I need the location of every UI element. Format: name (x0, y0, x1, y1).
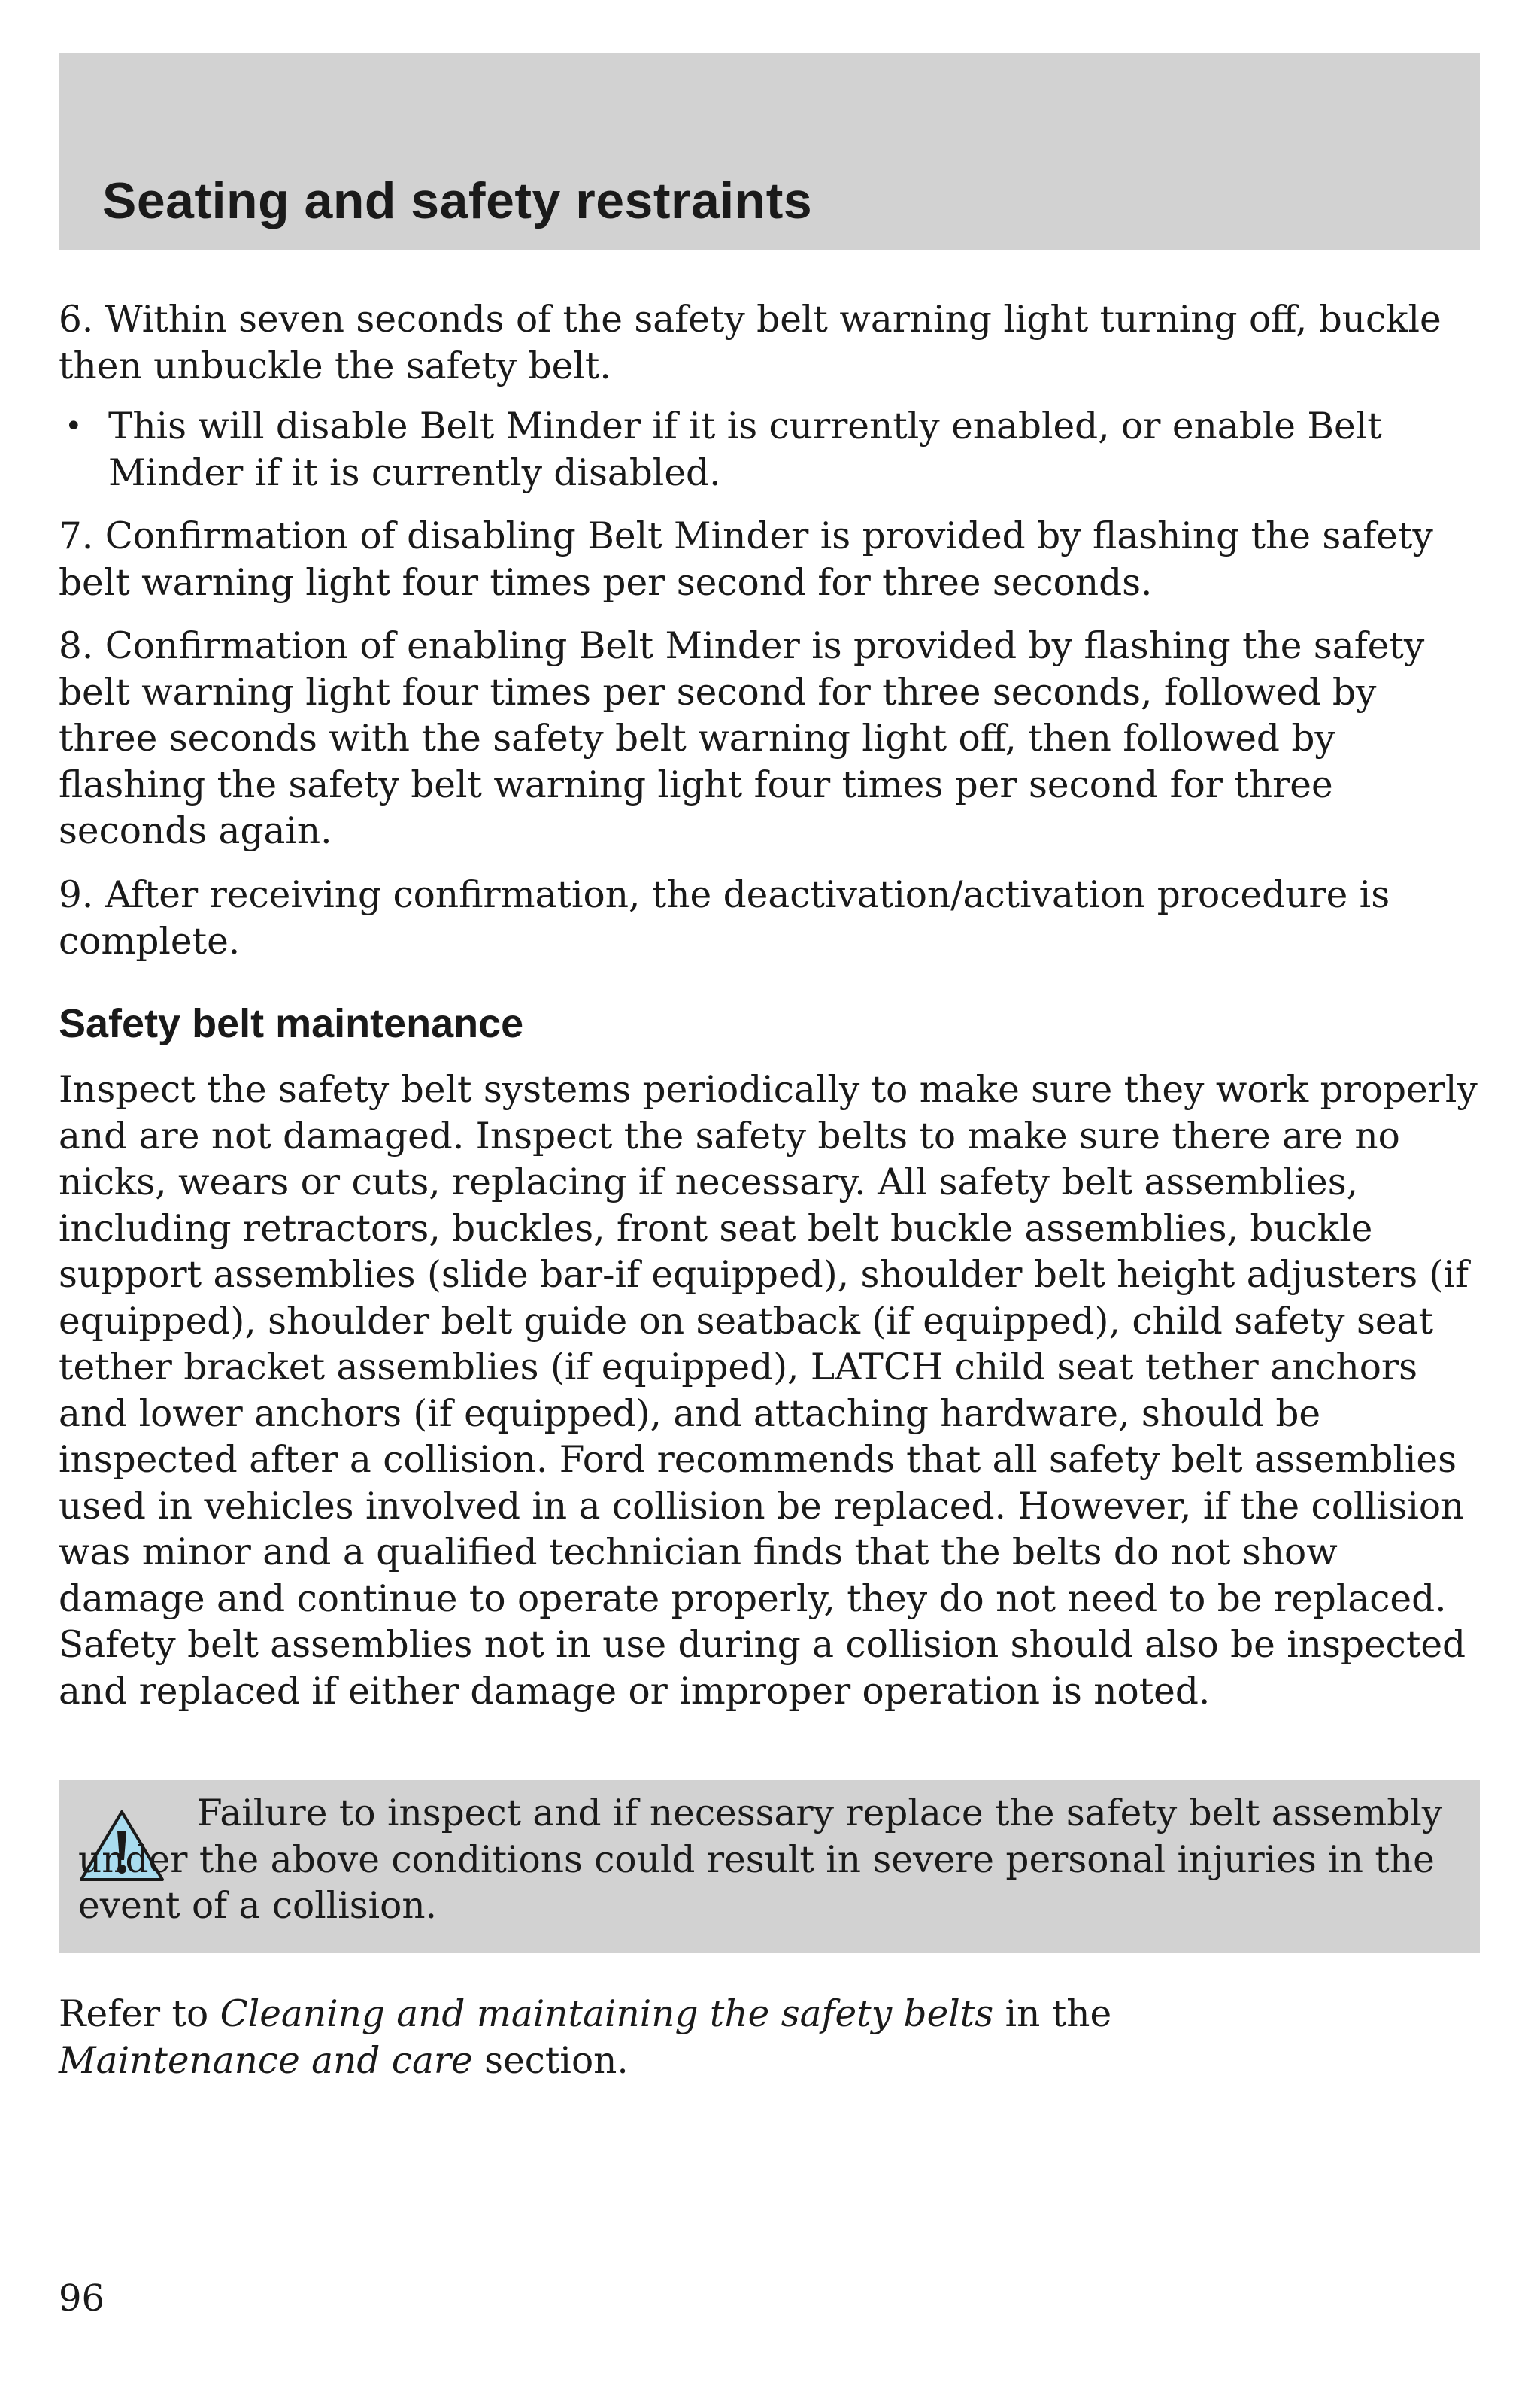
step-7 (59, 514, 1484, 606)
maintenance-body (59, 1067, 1484, 1715)
refer-link-cleaning[interactable]: Cleaning and maintaining the safety belts (220, 1993, 994, 2035)
bullet-dot-icon: • (65, 409, 83, 444)
section-header-bar (59, 53, 1480, 250)
step-6-bullet-text: This will disable Belt Minder if it is currently enabled, or enable Belt Minder if it is currently disabled. (108, 405, 1382, 494)
refer-prefix: Refer to (59, 1993, 220, 2035)
step-6 (59, 297, 1484, 390)
maintenance-heading: Safety belt maintenance (59, 1001, 524, 1046)
page-number: 96 (59, 2277, 105, 2320)
step-9 (59, 872, 1484, 965)
step-8 (59, 624, 1484, 855)
step-9-text: 9. After receiving confirmation, the deactivation/activation procedure is complete. (59, 874, 1390, 963)
refer-suffix: section. (472, 2039, 629, 2082)
warning-text: Failure to inspect and if necessary replace the safety belt assembly under the above conditions could result in severe personal injuries in the event of a collision. (78, 1792, 1443, 1927)
step-6-text: 6. Within seven seconds of the safety belt warning light turning off, buckle then unbuckle the safety belt. (59, 299, 1441, 387)
warning-box (59, 1780, 1480, 1953)
step-6-bullet (59, 404, 1484, 497)
step-7-text: 7. Confirmation of disabling Belt Minder is provided by flashing the safety belt warning light four times per second for three seconds. (59, 515, 1433, 604)
refer-link-maintenance[interactable]: Maintenance and care (59, 2039, 473, 2082)
refer-note (59, 1992, 1484, 2084)
maintenance-paragraph: Inspect the safety belt systems periodically to make sure they work properly and are not damaged. Inspect the safety belts to make sure there are no nicks, wears or cuts, replacing if necessary. All safety belt assemblies, including retractors, buckles, front seat belt buckle assemblies, buckle support assemblies (slide bar-if equipped), shoulder belt height adjusters (if equipped), shoulder belt guide on seatback (if equipped), child safety seat tether bracket assemblies (if equipped), LATCH child seat tether anchors and lower anchors (if equipped), and attaching hardware, should be inspected after a collision. Ford recommends that all safety belt assemblies used in vehicles involved in a collision be replaced. However, if the collision was minor and a qualified technician finds that the belts do not show damage and continue to operate properly, they do not need to be replaced. Safety belt assemblies not in use during a collision should also be inspected and replaced if either damage or improper operation is noted. (59, 1069, 1478, 1713)
refer-paragraph (59, 1992, 1484, 2084)
step-8-text: 8. Confirmation of enabling Belt Minder is provided by flashing the safety belt warning light four times per second for three seconds, followed by three seconds with the safety belt warning light off, then followed by flashing the safety belt warning light four times per second for three seconds again. (59, 625, 1425, 852)
refer-middle: in the (993, 1993, 1112, 2035)
section-title: Seating and safety restraints (102, 172, 813, 229)
warning-message (78, 1791, 1462, 1930)
